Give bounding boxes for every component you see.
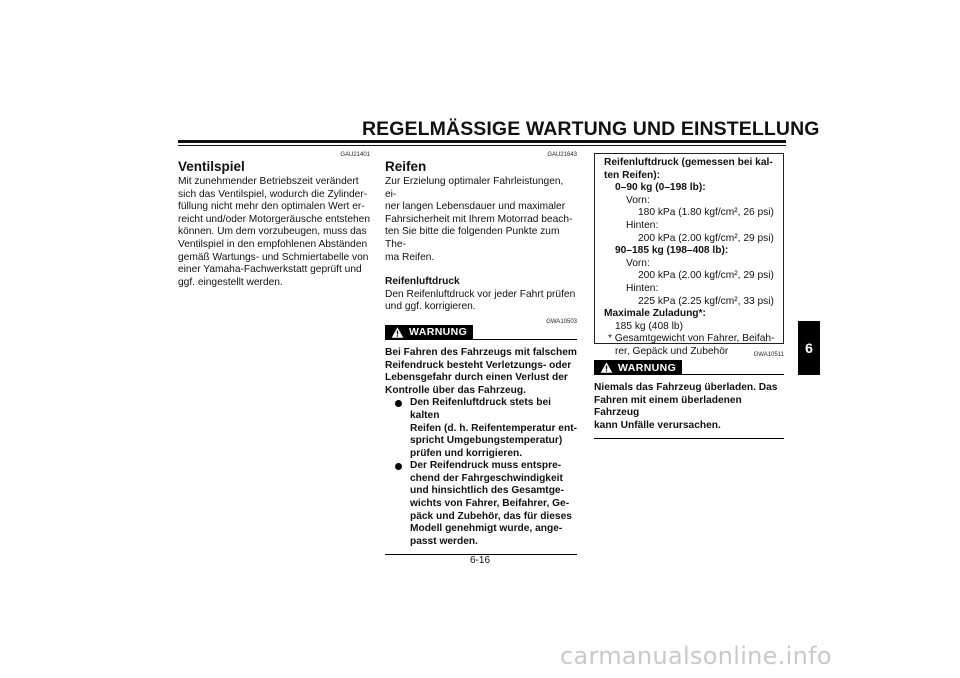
text-line: füllung nicht mehr den optimalen Wert er-	[178, 201, 365, 213]
text-line: ten Sie bitte die folgenden Punkte zum The-	[385, 226, 560, 250]
watermark: carmanualsonline.info	[560, 642, 832, 670]
text-line: päck und Zubehör, das für dieses	[410, 510, 572, 522]
text-line: Mit zunehmender Betriebszeit verändert	[178, 176, 359, 187]
text-line: können. Um dem vorzubeugen, muss das	[178, 226, 367, 238]
warning-end-rule	[594, 438, 784, 439]
warning-bullet	[385, 460, 577, 548]
warning-rule	[473, 339, 577, 340]
reifen-intro	[385, 176, 577, 264]
text-line: Lebensgefahr durch einen Verlust der	[385, 372, 568, 384]
header-rule	[178, 140, 786, 143]
range1-rear-value: 200 kPa (2.00 kgf/cm², 29 psi)	[638, 232, 774, 244]
footnote-line: rer, Gepäck und Zubehör	[615, 346, 729, 357]
range1-front-value: 180 kPa (1.80 kgf/cm², 26 psi)	[638, 207, 774, 219]
warning-text	[385, 347, 577, 397]
load-range-2: 90–185 kg (198–408 lb):	[615, 245, 729, 257]
ventilspiel-section	[178, 152, 370, 289]
bullet-icon	[395, 400, 402, 407]
text-line: Bei Fahren des Fahrzeugs mit falschem	[385, 346, 577, 358]
text-line: passt werden.	[410, 535, 478, 547]
text-line: ma Reifen.	[385, 251, 435, 263]
section-code: GAU21401	[340, 152, 370, 158]
range2-rear-value: 225 kPa (2.25 kgf/cm², 33 psi)	[638, 295, 774, 307]
front-label: Vorn:	[626, 194, 650, 206]
box-title-line: ten Reifen):	[604, 169, 661, 181]
text-line: gemäß Wartungs- und Schmiertabelle von	[178, 251, 369, 263]
text-line: einer Yamaha-Fachwerkstatt geprüft und	[178, 264, 362, 276]
section-code: GAU21643	[547, 152, 577, 158]
warning-banner	[594, 360, 784, 375]
range2-front-value: 200 kPa (2.00 kgf/cm², 29 psi)	[638, 270, 774, 282]
text-line: Reifen (d. h. Reifentemperatur ent-	[410, 422, 577, 434]
ventilspiel-text	[178, 176, 370, 289]
warning-code: GWA10511	[753, 352, 784, 358]
reifen-sub-text	[385, 289, 577, 314]
text-line: sich das Ventilspiel, wodurch die Zylinder-	[178, 188, 368, 200]
text-line: ner langen Lebensdauer und maximaler	[385, 201, 566, 213]
load-range-1: 0–90 kg (0–198 lb):	[615, 182, 706, 194]
page-title: REGELMÄSSIGE WARTUNG UND EINSTELLUNG	[362, 118, 820, 140]
text-line: Den Reifenluftdruck stets bei kalten	[410, 397, 551, 421]
reifen-section	[385, 152, 577, 555]
section-heading: Reifen	[385, 159, 427, 174]
warning-label: WARNUNG	[618, 361, 677, 374]
subheading: Reifenluftdruck	[385, 276, 460, 288]
rear-label: Hinten:	[626, 283, 659, 294]
text-line: prüfen und korrigieren.	[410, 447, 523, 459]
text-line: spricht Umgebungstemperatur)	[410, 435, 563, 447]
text-line: und ggf. korrigieren.	[385, 301, 476, 313]
footnote-line: * Gesamtgewicht von Fahrer, Beifah-	[608, 333, 775, 345]
text-line: reicht und/oder Motorgeräusche entstehen	[178, 213, 370, 225]
bullet-icon	[395, 463, 402, 470]
text-line: Reifendruck besteht Verletzungs- oder	[385, 359, 572, 371]
text-line: Den Reifenluftdruck vor jeder Fahrt prüfen	[385, 288, 576, 300]
text-line: Modell genehmigt wurde, ange-	[410, 523, 563, 535]
text-line: Der Reifendruck muss entspre-	[410, 460, 562, 472]
text-line: Fahren mit einem überladenen Fahrzeug	[594, 394, 742, 419]
warning-triangle-icon	[600, 361, 613, 374]
text-line: und hinsichtlich des Gesamtge-	[410, 485, 564, 497]
text-line: Fahrsicherheit mit Ihrem Motorrad beach-	[385, 213, 573, 225]
warning-code: GWA10503	[546, 318, 577, 325]
text-line: wichts von Fahrer, Beifahrer, Ge-	[410, 498, 570, 510]
page-number: 6-16	[469, 555, 490, 566]
front-label: Vorn:	[626, 257, 650, 269]
warning-rule	[682, 374, 784, 375]
max-load-value: 185 kg (408 lb)	[615, 320, 683, 332]
section-heading: Ventilspiel	[178, 159, 245, 174]
text-line: Ventilspiel in den empfohlenen Abständen	[178, 238, 368, 250]
warning-text	[594, 382, 784, 432]
text-line: Kontrolle über das Fahrzeug.	[385, 384, 526, 396]
warning-triangle-icon	[391, 326, 404, 339]
text-line: Zur Erzielung optimaler Fahrleistungen, ei-	[385, 176, 564, 200]
header-rule-thin	[178, 145, 786, 146]
text-line: Niemals das Fahrzeug überladen. Das	[594, 382, 778, 393]
warning-bullet	[385, 397, 577, 460]
max-load-label: Maximale Zuladung*:	[604, 308, 706, 320]
warning-label: WARNUNG	[409, 326, 468, 339]
chapter-tab: 6	[798, 321, 820, 375]
text-line: kann Unfälle verursachen.	[594, 419, 721, 431]
warning-banner	[385, 325, 577, 340]
rear-label: Hinten:	[626, 220, 659, 231]
box-title-line: Reifenluftdruck (gemessen bei kal-	[604, 157, 773, 168]
text-line: ggf. eingestellt werden.	[178, 276, 283, 288]
text-line: chend der Fahrgeschwindigkeit	[410, 472, 563, 484]
overload-warning	[594, 352, 784, 439]
